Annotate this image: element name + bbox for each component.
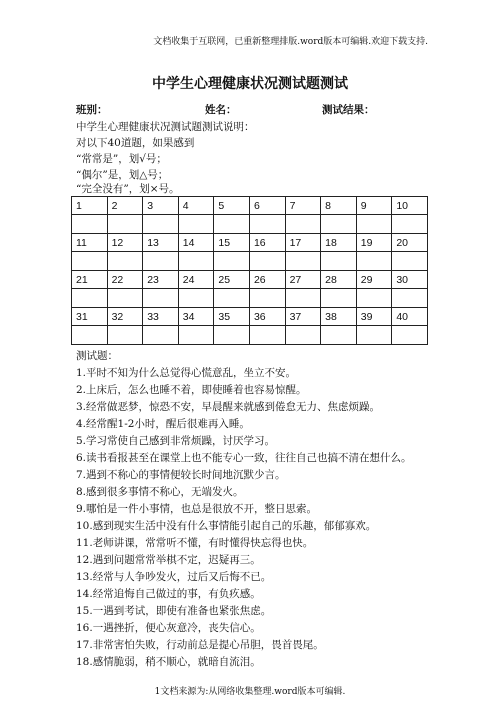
grid-number-cell: 22: [107, 271, 143, 289]
grid-answer-cell[interactable]: [214, 215, 250, 234]
grid-number-cell: 34: [178, 308, 214, 326]
grid-answer-cell[interactable]: [285, 326, 321, 345]
grid-answer-row: [72, 289, 428, 308]
grid-answer-row: [72, 326, 428, 345]
grid-number-cell: 2: [107, 197, 143, 215]
grid-answer-cell[interactable]: [107, 326, 143, 345]
grid-number-cell: 4: [178, 197, 214, 215]
grid-answer-cell[interactable]: [214, 252, 250, 271]
grid-number-cell: 15: [214, 234, 250, 252]
instruction-line: 对以下40道题，如果感到: [76, 137, 195, 149]
grid-number-cell: 23: [143, 271, 179, 289]
grid-answer-cell[interactable]: [285, 252, 321, 271]
instructions-heading: 中学生心理健康状况测试题测试说明：: [76, 121, 255, 133]
grid-number-cell: 5: [214, 197, 250, 215]
question-item: 9.哪怕是一件小事情，也总是很放不开，整日思索。: [76, 503, 318, 515]
grid-number-cell: 16: [249, 234, 285, 252]
grid-number-cell: 3: [143, 197, 179, 215]
grid-number-cell: 12: [107, 234, 143, 252]
grid-answer-cell[interactable]: [321, 215, 357, 234]
instruction-line: “完全没有”，划×号。: [76, 183, 180, 195]
grid-answer-cell[interactable]: [143, 289, 179, 308]
grid-answer-cell[interactable]: [143, 252, 179, 271]
grid-answer-cell[interactable]: [178, 252, 214, 271]
grid-answer-cell[interactable]: [178, 215, 214, 234]
grid-answer-cell[interactable]: [356, 252, 392, 271]
grid-answer-cell[interactable]: [321, 252, 357, 271]
grid-number-cell: 13: [143, 234, 179, 252]
question-item: 6.读书看报甚至在课堂上也不能专心一致，往往自己也搞不清在想什么。: [76, 452, 412, 464]
result-label: 测试结果：: [322, 104, 375, 116]
grid-number-cell: 24: [178, 271, 214, 289]
grid-answer-cell[interactable]: [178, 289, 214, 308]
question-item: 11.老师讲课，常常听不懂，有时懂得快忘得也快。: [76, 537, 314, 549]
grid-number-cell: 39: [356, 308, 392, 326]
question-item: 17.非常害怕失败，行动前总是提心吊胆，畏首畏尾。: [76, 639, 324, 651]
grid-number-cell: 35: [214, 308, 250, 326]
grid-number-cell: 28: [321, 271, 357, 289]
question-item: 7.遇到不称心的事情便较长时间地沉默少言。: [76, 469, 286, 481]
grid-answer-cell[interactable]: [249, 289, 285, 308]
question-item: 1.平时不知为什么总觉得心慌意乱，坐立不安。: [76, 367, 297, 379]
grid-answer-cell[interactable]: [249, 252, 285, 271]
grid-number-row: [72, 234, 428, 252]
grid-answer-row: [72, 215, 428, 234]
question-list: [76, 365, 412, 671]
grid-number-cell: 17: [285, 234, 321, 252]
question-item: 10.感到现实生活中没有什么事情能引起自己的乐趣，郁郁寡欢。: [76, 520, 377, 532]
grid-answer-cell[interactable]: [356, 215, 392, 234]
question-item: 18.感情脆弱，稍不顺心，就暗自流泪。: [76, 656, 261, 668]
question-item: 13.经常与人争吵发火，过后又后悔不已。: [76, 571, 272, 583]
test-heading: 测试题：: [76, 350, 118, 362]
grid-answer-cell[interactable]: [392, 326, 428, 345]
grid-number-cell: 18: [321, 234, 357, 252]
question-item: 4.经常醒1-2小时，醒后很难再入睡。: [76, 418, 250, 430]
grid-number-cell: 32: [107, 308, 143, 326]
question-item: 14.经常追悔自己做过的事，有负疚感。: [76, 588, 261, 600]
grid-answer-cell[interactable]: [178, 326, 214, 345]
question-item: 3.经常做恶梦，惊恐不安，早晨醒来就感到倦怠无力、焦虑烦躁。: [76, 401, 381, 413]
grid-answer-cell[interactable]: [72, 252, 108, 271]
header-note: 文档收集于互联网，已重新整理排版.word版本可编辑.欢迎下载支持.: [153, 37, 428, 47]
grid-number-cell: 33: [143, 308, 179, 326]
class-label: 班别：: [76, 104, 108, 116]
grid-answer-cell[interactable]: [107, 252, 143, 271]
grid-answer-cell[interactable]: [249, 215, 285, 234]
question-item: 16.一遇挫折，便心灰意冷，丧失信心。: [76, 622, 261, 634]
instruction-line: “偶尔”是，划△号；: [76, 169, 169, 181]
question-item: 8.感到很多事情不称心，无端发火。: [76, 486, 244, 498]
instruction-line: “常常是”，划√号；: [76, 153, 167, 165]
grid-number-cell: 20: [392, 234, 428, 252]
grid-number-row: [72, 197, 428, 215]
grid-number-cell: 30: [392, 271, 428, 289]
name-label: 姓名：: [205, 104, 237, 116]
grid-number-cell: 21: [72, 271, 108, 289]
grid-number-cell: 26: [249, 271, 285, 289]
grid-number-cell: 27: [285, 271, 321, 289]
grid-number-cell: 19: [356, 234, 392, 252]
grid-number-cell: 8: [321, 197, 357, 215]
grid-answer-cell[interactable]: [285, 289, 321, 308]
grid-number-cell: 38: [321, 308, 357, 326]
grid-answer-row: [72, 252, 428, 271]
question-item: 5.学习常使自己感到非常烦躁，讨厌学习。: [76, 435, 276, 447]
grid-answer-cell[interactable]: [285, 215, 321, 234]
grid-number-cell: 29: [356, 271, 392, 289]
grid-number-cell: 10: [392, 197, 428, 215]
grid-answer-cell[interactable]: [321, 289, 357, 308]
grid-answer-cell[interactable]: [143, 326, 179, 345]
grid-answer-cell[interactable]: [72, 289, 108, 308]
grid-number-row: [72, 271, 428, 289]
grid-number-cell: 25: [214, 271, 250, 289]
grid-answer-cell[interactable]: [214, 326, 250, 345]
question-item: 2.上床后，怎么也睡不着，即使睡着也容易惊醒。: [76, 384, 307, 396]
grid-number-cell: 37: [285, 308, 321, 326]
grid-number-cell: 1: [72, 197, 108, 215]
grid-number-cell: 11: [72, 234, 108, 252]
grid-answer-cell[interactable]: [143, 215, 179, 234]
grid-answer-cell[interactable]: [72, 326, 108, 345]
grid-number-cell: 7: [285, 197, 321, 215]
grid-answer-cell[interactable]: [356, 289, 392, 308]
grid-answer-cell[interactable]: [107, 289, 143, 308]
grid-number-cell: 14: [178, 234, 214, 252]
grid-answer-cell[interactable]: [392, 252, 428, 271]
grid-answer-cell[interactable]: [107, 215, 143, 234]
grid-number-row: [72, 308, 428, 326]
grid-answer-cell[interactable]: [356, 326, 392, 345]
grid-answer-cell[interactable]: [321, 326, 357, 345]
grid-number-cell: 31: [72, 308, 108, 326]
grid-number-cell: 40: [392, 308, 428, 326]
footer-note: 1文档来源为:从网络收集整理.word版本可编辑.: [154, 687, 346, 697]
grid-answer-cell[interactable]: [249, 326, 285, 345]
grid-number-cell: 6: [249, 197, 285, 215]
grid-answer-cell[interactable]: [72, 215, 108, 234]
grid-answer-cell[interactable]: [214, 289, 250, 308]
grid-answer-cell[interactable]: [392, 289, 428, 308]
grid-number-cell: 36: [249, 308, 285, 326]
grid-number-cell: 9: [356, 197, 392, 215]
document-title: 中学生心理健康状况测试题测试: [152, 76, 348, 92]
question-item: 12.遇到问题常常举棋不定，迟疑再三。: [76, 554, 261, 566]
question-item: 15.一遇到考试，即使有准备也紧张焦虑。: [76, 605, 272, 617]
answer-grid: [71, 196, 428, 345]
grid-answer-cell[interactable]: [392, 215, 428, 234]
